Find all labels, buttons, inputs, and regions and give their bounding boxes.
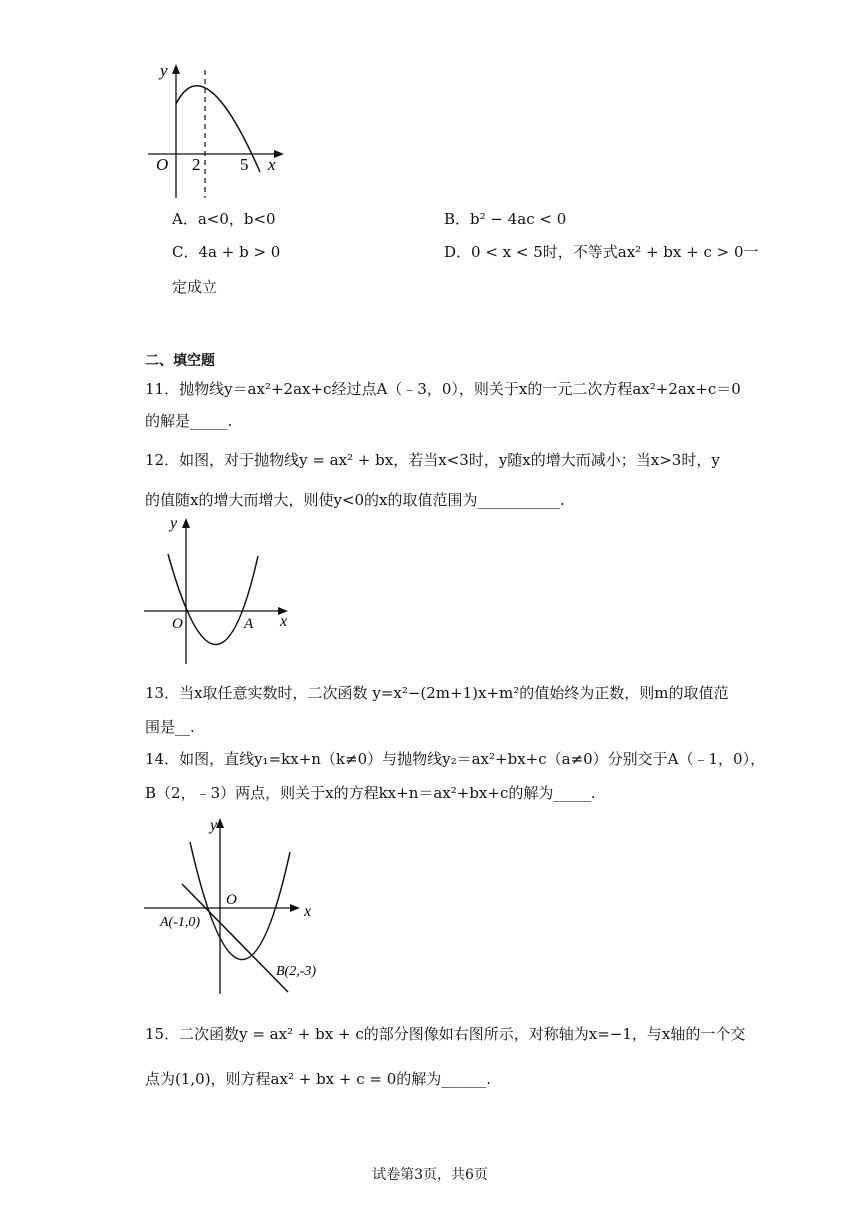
option-b: B．b² − 4ac < 0 [444,210,567,228]
figure-parabola-2 [140,512,300,672]
fig3-origin: O [226,892,237,908]
option-c: C．4a + b > 0 [172,243,281,261]
fig3-point-b: B(2,-3) [276,964,317,979]
q11-line2: 的解是_____. [145,412,233,430]
fig2-point-a: A [244,616,254,632]
section-title: 二、填空题 [145,353,215,369]
option-a: A．a<0，b<0 [172,210,276,228]
fig2-origin: O [172,616,183,632]
fig1-y-label: y [160,61,168,80]
fig1-tick-2: 2 [192,155,201,174]
q13-line2: 围是__. [145,718,195,736]
page-footer: 试卷第3页，共6页 [372,1167,488,1183]
fig1-origin: O [156,155,169,174]
fig3-y-label: y [210,817,218,834]
option-d-continued: 定成立 [172,278,218,296]
figure-line-parabola [140,812,330,1002]
fig2-x-label: x [280,613,288,630]
fig1-x-label: x [268,155,276,174]
q15-line1: 15．二次函数y = ax² + bx + c的部分图像如右图所示，对称轴为x=−1，与x轴的一个交 [145,1025,746,1043]
q12-line1: 12．如图，对于抛物线y = ax² + bx，若当x<3时，y随x的增大而减小；当x>3时，y [145,451,720,469]
figure-parabola-1 [140,58,290,208]
fig3-point-a: A(-1,0) [160,915,201,930]
fig2-y-label: y [170,515,178,532]
q14-line2: B（2，﹣3）两点，则关于x的方程kx+n＝ax²+bx+c的解为_____. [145,784,596,802]
q13-line1: 13．当x取任意实数时，二次函数 y=x²−(2m+1)x+m²的值始终为正数，则m的取值范 [145,684,729,702]
q15-line2: 点为(1,0)，则方程ax² + bx + c = 0的解为______. [145,1070,492,1088]
option-d: D．0 < x < 5时，不等式ax² + bx + c > 0一 [444,243,759,261]
q11-line1: 11．抛物线y＝ax²+2ax+c经过点A（﹣3，0），则关于x的一元二次方程ax²+2ax+c＝0 [145,380,741,398]
q12-line2: 的值随x的增大而增大，则使y<0的x的取值范围为___________. [145,491,565,509]
fig3-x-label: x [304,903,312,920]
q14-line1: 14．如图，直线y₁=kx+n（k≠0）与抛物线y₂＝ax²+bx+c（a≠0）分别交于A（﹣1，0）， [145,750,766,768]
fig1-tick-5: 5 [240,155,249,174]
